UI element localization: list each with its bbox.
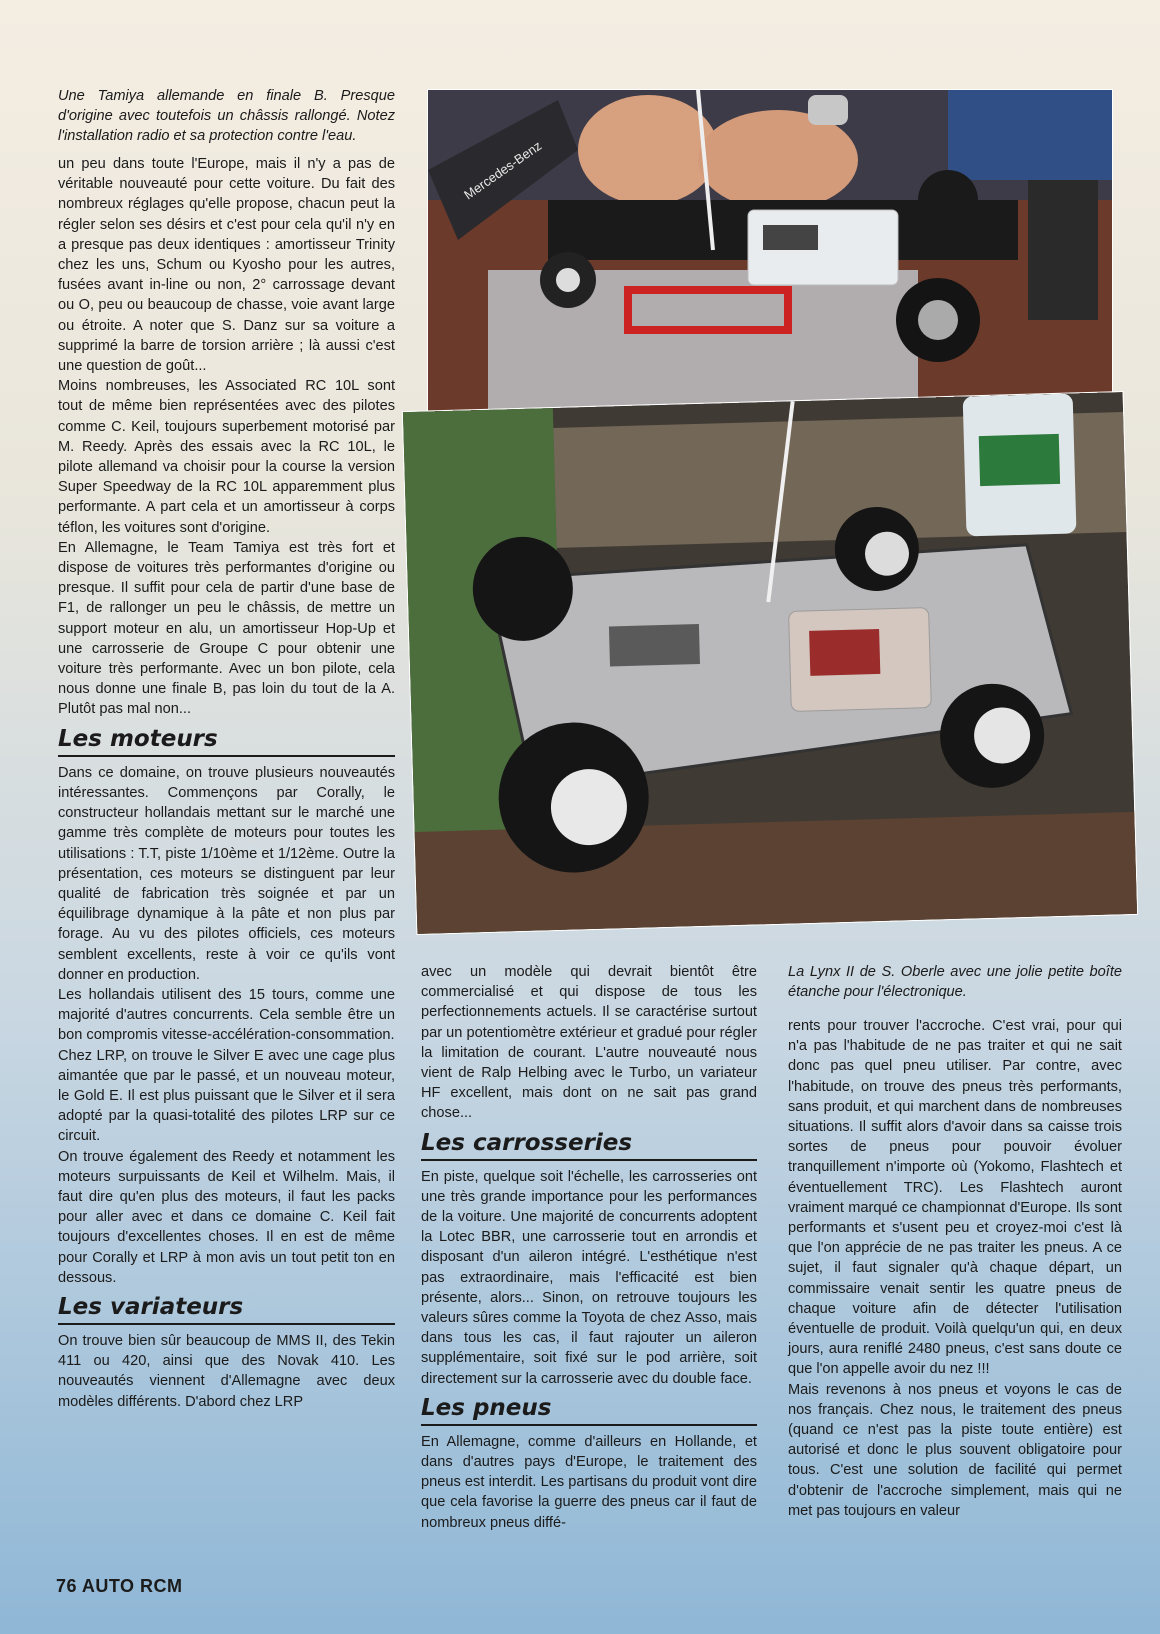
paragraph: Dans ce domaine, on trouve plusieurs nouveautés intéressantes. Commençons par Corally, le constructeur hollandais mettant sur le marché une gamme très complète de moteurs pour toutes les utilisations : T.T, piste 1/10ème et 1/12ème. Outre la présentation, ces moteurs se distinguent par leur qualité de fabrication très soignée et par un équilibrage dynamique à la pâte et non plus par forage. Au vu des pilotes officiels, ces moteurs semblent excellents, reste à voir ce qu'ils vont donner en production. bbox=[58, 764, 395, 983]
paragraph: Les hollandais utilisent des 15 tours, comme une majorité d'autres concurrents. Cela semble être un bon compromis vitesse-accélération-consommation. bbox=[58, 986, 395, 1044]
paragraph: rents pour trouver l'accroche. C'est vrai, pour qui n'a pas l'habitude de ne pas traiter et qui ne sait donc pas quel pneu utiliser. Par contre, avec l'habitude, on trouve des pneus très performants, sans produit, et qui marchent dans de nombreuses situations. Il suffit alors d'avoir dans sa caisse trois sortes de pneus pour pouvoir évoluer tranquillement n'importe où (Yokomo, Flashtech et éventuellement TRC). Les Flashtech auront vraiment marqué ce championnat d'Europe. Ils sont performants et s'usent peu et croyez-moi c'est là que l'on apprécie de ne pas traiter les pneus. A ce sujet, il faut signaler qu'à chaque départ, un commissaire venait sentir les quatre pneus de chaque voiture afin de détecter l'utilisation éventuelle de produit. Voilà quelqu'un qui, en deux jours, aura reniflé 2480 pneus, c'est sans doute ce que l'on appelle avoir du nez !!! bbox=[788, 1018, 1122, 1378]
section-heading-carrosseries: Les carrosseries bbox=[421, 1129, 757, 1161]
section-heading-variateurs: Les variateurs bbox=[58, 1293, 395, 1325]
paragraph: En Allemagne, le Team Tamiya est très fort et dispose de voitures très performantes d'origine ou presque. Il suffit pour cela de partir d'une base de F1, de rallonger un peu le châssis, de mettre un support moteur en alu, un amortisseur Hop-Up et une carrosserie de Groupe C pour obtenir une voiture très performante. Avec un bon pilote, cela nous donne une finale B, pas loin du tout de la A. Plutôt pas mal non... bbox=[58, 539, 395, 718]
photo-lynx-car bbox=[403, 392, 1137, 934]
paragraph: un peu dans toute l'Europe, mais il n'y a pas de véritable nouveauté pour cette voiture. Du fait des nombreux réglages qu'elle propose, chacun peut la régler selon ses désirs et c'est pour cela qu'il n'y en a presque pas deux identiques : amortisseur Trinity chez les uns, Schum ou Kyosho pour les autres, fusées avant in-line ou non, 2° carrossage devant ou O, peu ou beaucoup de chasse, voie avant large ou étroite. A noter que S. Danz sur sa voiture a supprimé la barre de torsion arrière ; là aussi c'est une question de goût... bbox=[58, 156, 395, 375]
paragraph: avec un modèle qui devrait bientôt être commercialisé et qui dispose de tous les perfectionnements actuels. Il se caractérise surtout par un potentiomètre extérieur et gradué pour régler la limitation de courant. L'autre nouveauté nous vient de Ralp Helbing avec le Turbo, un variateur HF excellent, mais dont on ne sait pas grand chose... bbox=[421, 964, 757, 1122]
paragraph: Mais revenons à nos pneus et voyons le cas de nos français. Chez nous, le traitement des pneus (quand ce n'est pas la piste toute entière) est autorisé et donc le plus souvent obligatoire pour tous. C'est une solution de facilité qui permet d'obtenir de l'accroche simplement, mais qui ne met pas toujours en valeur bbox=[788, 1381, 1122, 1519]
page-folio: 76 AUTO RCM bbox=[56, 1576, 183, 1596]
paragraph: En piste, quelque soit l'échelle, les carrosseries ont une très grande importance pour les performances de la voiture. Une majorité de concurrents adoptent la Lotec BBR, une carrosserie tout en arrondis et disposant d'un aileron intégré. L'esthétique n'est pas extraordinaire, mais l'efficacité est bien présente, alors... Sinon, on retrouve toujours les valeurs sûres comme la Toyota de chez Asso, mais dans tous les cas, il faut rajouter un aileron supplémentaire, soit fixé sur le pod arrière, soit directement sur la carrosserie avec du double face. bbox=[421, 1168, 757, 1387]
paragraph: On trouve bien sûr beaucoup de MMS II, des Tekin 411 ou 420, ainsi que des Novak 410. Les nouveautés viennent d'Allemagne avec deux modèles différents. D'abord chez LRP bbox=[58, 1332, 395, 1410]
section-heading-moteurs: Les moteurs bbox=[58, 725, 395, 757]
paragraph: Moins nombreuses, les Associated RC 10L sont tout de même bien représentées avec des pilotes comme C. Keil, toujours superbement motorisé par M. Reedy. Après des essais avec la RC 10L, le pilote allemand va choisir pour la course la version Super Speedway de la RC 10L apparemment plus performante. A part cela et un amortisseur à corps téflon, les voitures sont d'origine. bbox=[58, 378, 395, 536]
transmitter-label: Mercedes-Benz bbox=[461, 137, 545, 203]
left-column bbox=[58, 86, 395, 1412]
right-column bbox=[788, 962, 1122, 1521]
photo-tamiya-car bbox=[428, 90, 1112, 412]
photo-caption-top: Une Tamiya allemande en finale B. Presque d'origine avec toutefois un châssis rallongé. Notez l'installation radio et sa protection contre l'eau. bbox=[58, 88, 395, 144]
paragraph: Chez LRP, on trouve le Silver E avec une cage plus aimantée que par le passé, et un nouveau moteur, le Gold E. Il est plus puissant que le Silver et il sera adopté par la quasi-totalité des pilotes LRP sur ce circuit. bbox=[58, 1047, 395, 1145]
paragraph: En Allemagne, comme d'ailleurs en Hollande, et dans d'autres pays d'Europe, le traitement des pneus est interdit. Les partisans du produit vont dire que cela favorise la guerre des pneus car il faut de nombreux pneus diffé- bbox=[421, 1433, 757, 1531]
paragraph: On trouve également des Reedy et notamment les moteurs surpuissants de Keil et Wilhelm. Mais, il faut dire qu'en plus des moteurs, il faut les packs pour aller avec et dans ce domaine C. Keil fait toujours d'excellentes choses. Il en est de même pour Corally et LRP à mon avis un tout petit ton en dessous. bbox=[58, 1148, 395, 1286]
section-heading-pneus: Les pneus bbox=[421, 1394, 757, 1426]
photo-caption-middle: La Lynx II de S. Oberle avec une jolie petite boîte étanche pour l'électronique. bbox=[788, 964, 1122, 1000]
middle-column bbox=[421, 962, 757, 1533]
